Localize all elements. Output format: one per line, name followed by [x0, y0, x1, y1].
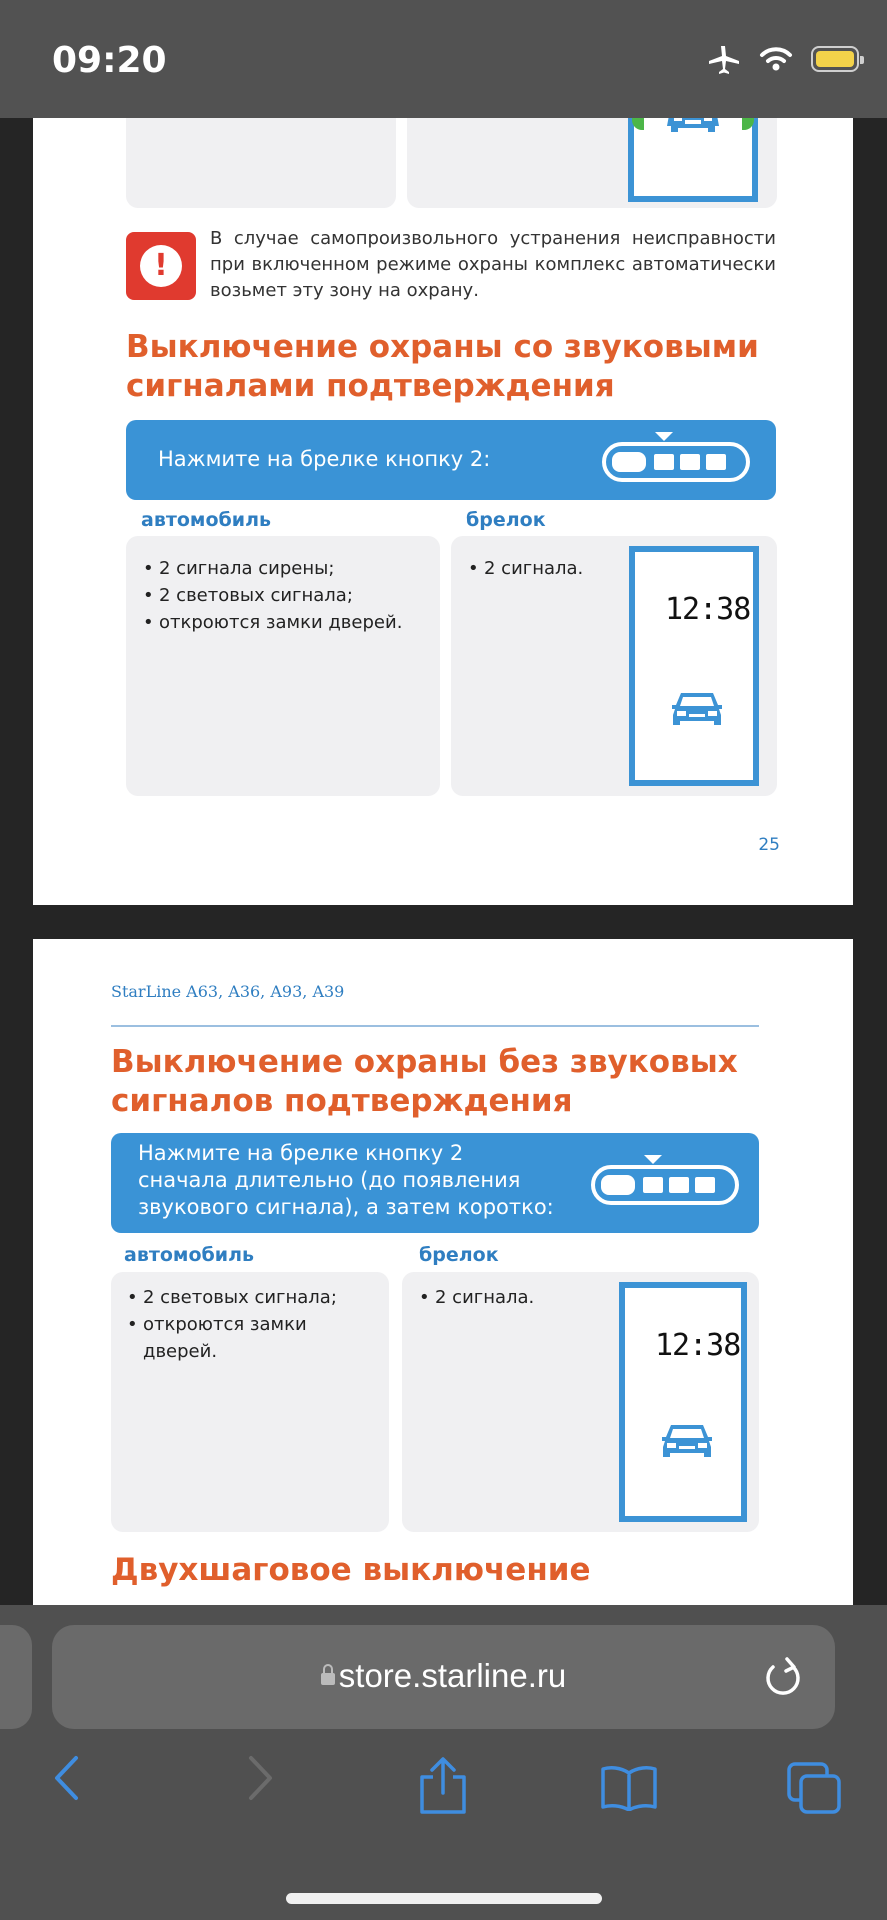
next-section-heading: Двухшаговое выключение — [111, 1552, 591, 1588]
fob-screen-partial — [628, 118, 758, 202]
list-item: • 2 сигнала. — [417, 1284, 567, 1311]
share-icon[interactable] — [418, 1757, 468, 1815]
fob-indicator-arrow — [655, 432, 673, 441]
back-icon[interactable] — [52, 1755, 82, 1801]
section-heading: Выключение охраны без звуковых сигналов подтверждения — [111, 1044, 738, 1119]
tabs-icon[interactable] — [786, 1761, 842, 1815]
list-item: • 2 сигнала. — [466, 555, 616, 582]
fob-actions-list — [417, 1284, 567, 1311]
list-item: • откроются замки дверей. — [125, 1311, 345, 1365]
fob-display — [629, 546, 759, 786]
car-box-top-partial — [126, 118, 396, 208]
home-indicator[interactable] — [286, 1893, 602, 1904]
fob-actions-list — [466, 555, 616, 582]
list-item: • 2 световых сигнала; — [125, 1284, 345, 1311]
list-item: • 2 световых сигнала; — [141, 582, 431, 609]
page-running-header: StarLine A63, A36, A93, A39 — [111, 982, 345, 1001]
fob-column-label: брелок — [419, 1244, 499, 1266]
car-actions-list — [141, 555, 431, 636]
url-text: store.starline.ru — [338, 1657, 567, 1694]
address-url — [52, 1657, 835, 1695]
airplane-icon — [707, 44, 741, 74]
previous-tab-peek[interactable] — [0, 1625, 32, 1729]
instruction-text: Нажмите на брелке кнопку 2: — [158, 447, 491, 471]
fob-column-label: брелок — [466, 509, 546, 531]
wifi-icon — [759, 46, 793, 72]
status-icons — [707, 44, 859, 74]
car-icon — [669, 687, 725, 729]
instruction-bar — [111, 1133, 759, 1233]
list-item: • 2 сигнала сирены; — [141, 555, 431, 582]
car-actions-list — [125, 1284, 345, 1365]
alarm-arc-right — [742, 118, 754, 130]
reload-icon[interactable] — [763, 1655, 803, 1699]
car-icon — [659, 1419, 715, 1461]
fob-display-time: 12:38 — [665, 592, 751, 627]
browser-toolbar — [0, 1605, 887, 1920]
car-column-label: автомобиль — [124, 1244, 255, 1266]
header-divider — [111, 1025, 759, 1027]
fob-display-time: 12:38 — [655, 1328, 741, 1363]
battery-icon — [811, 46, 859, 72]
lock-icon — [321, 1673, 335, 1685]
bookmarks-icon[interactable] — [600, 1765, 658, 1811]
address-bar[interactable] — [52, 1625, 835, 1729]
keyfob-button-2-icon — [591, 1165, 739, 1205]
car-column-label: автомобиль — [141, 509, 272, 531]
forward-icon[interactable] — [245, 1755, 275, 1801]
instruction-text: Нажмите на брелке кнопку 2 сначала длительно (до появления звукового сигнала), а затем коротко: — [138, 1141, 554, 1219]
list-item: • откроются замки дверей. — [141, 609, 431, 636]
warning-text: В случае самопроизвольного устранения неисправности при включенном режиме охраны комплекс автоматически возьмет эту зону на охрану. — [210, 228, 776, 301]
instruction-bar — [126, 420, 776, 500]
page-number: 25 — [758, 835, 780, 855]
status-time: 09:20 — [52, 40, 167, 81]
fob-indicator-arrow — [644, 1155, 662, 1164]
fob-display — [619, 1282, 747, 1522]
alarm-arc-left — [632, 118, 644, 130]
keyfob-button-2-icon — [602, 442, 750, 482]
car-icon — [664, 118, 722, 136]
section-heading: Выключение охраны со звуковыми сигналами подтверждения — [126, 329, 759, 404]
document-page-26 — [33, 939, 853, 1605]
warning-icon: ! — [126, 232, 196, 300]
document-page-25 — [33, 118, 853, 905]
status-bar — [0, 0, 887, 118]
